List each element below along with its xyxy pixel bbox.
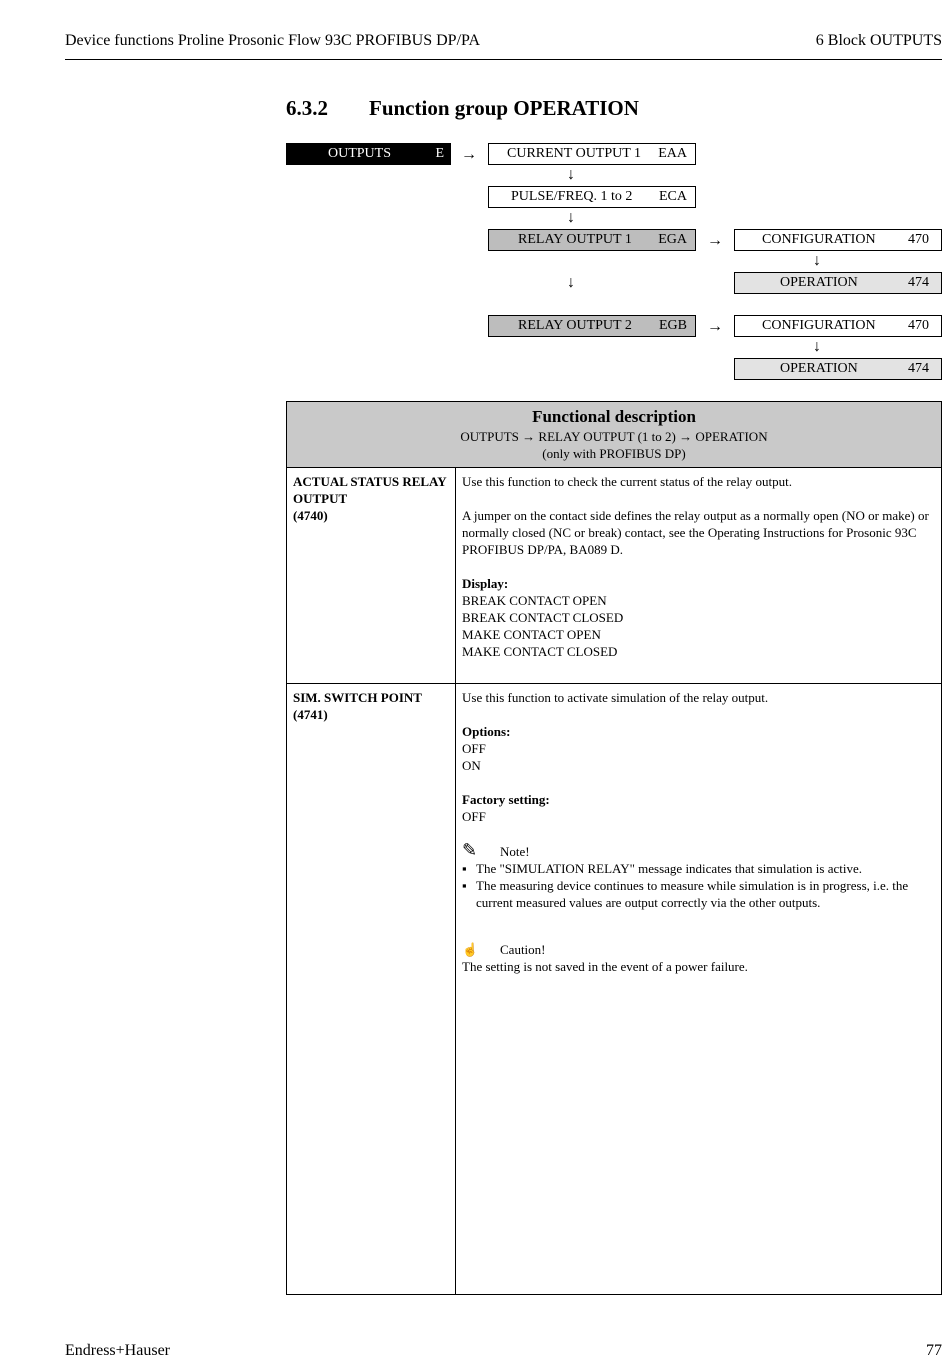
section-title: Function group OPERATION xyxy=(369,96,639,120)
functional-description-table xyxy=(286,401,942,1295)
function-label: CONFIGURATION xyxy=(762,232,876,247)
table-row xyxy=(287,468,942,684)
function-name: OUTPUT xyxy=(293,491,348,506)
group-label: RELAY OUTPUT 2 xyxy=(518,318,632,333)
arrow-down: ↓ xyxy=(567,166,575,183)
option-value: OFF xyxy=(462,741,486,756)
caution-text: The setting is not saved in the event of a power failure. xyxy=(462,959,748,974)
function-operation xyxy=(734,358,942,380)
header-rule xyxy=(65,59,942,60)
table-note: (only with PROFIBUS DP) xyxy=(542,446,686,461)
table-path: OUTPUTS → RELAY OUTPUT (1 to 2) → OPERATION xyxy=(460,429,768,444)
table-row xyxy=(287,684,942,1295)
display-label: Display: xyxy=(462,576,509,591)
function-code: 470 xyxy=(908,232,929,247)
function-configuration xyxy=(734,229,942,251)
footer-company: Endress+Hauser xyxy=(65,1342,170,1359)
page-number: 77 xyxy=(926,1342,942,1359)
caution-label: Caution! xyxy=(500,942,546,957)
arrow-right: → xyxy=(707,232,723,249)
table-title: Functional description xyxy=(532,407,696,426)
note-bullet: ▪ The measuring device continues to measure while simulation is in progress, i.e. the current measured values are output correctly via the other outputs. xyxy=(462,877,935,911)
note-bullet: ▪ The "SIMULATION RELAY" message indicates that simulation is active. xyxy=(462,860,935,877)
group-code: EAA xyxy=(658,146,687,161)
factory-setting-label: Factory setting: xyxy=(462,792,550,807)
display-value: MAKE CONTACT CLOSED xyxy=(462,644,618,659)
function-code: 470 xyxy=(908,318,929,333)
group-relay-output-2 xyxy=(488,315,696,337)
function-label: OPERATION xyxy=(780,361,858,376)
factory-setting-value: OFF xyxy=(462,809,486,824)
function-operation xyxy=(734,272,942,294)
function-code: 474 xyxy=(908,361,929,376)
description-text: Use this function to activate simulation of the relay output. xyxy=(462,690,769,705)
arrow-right: → xyxy=(707,318,723,335)
function-configuration xyxy=(734,315,942,337)
running-header-left: Device functions Proline Prosonic Flow 93C PROFIBUS DP/PA xyxy=(65,32,480,49)
block-code: E xyxy=(435,146,444,161)
function-name: ACTUAL STATUS RELAY xyxy=(293,474,447,489)
description-text: Use this function to check the current status of the relay output. xyxy=(462,474,792,489)
group-label: RELAY OUTPUT 1 xyxy=(518,232,632,247)
function-label: CONFIGURATION xyxy=(762,318,876,333)
group-current-output-1 xyxy=(488,143,696,165)
function-name-cell xyxy=(287,684,456,1295)
group-label: CURRENT OUTPUT 1 xyxy=(507,146,642,161)
arrow-down: ↓ xyxy=(567,274,575,291)
function-name-cell xyxy=(287,468,456,684)
option-value: ON xyxy=(462,758,481,773)
caution-hand-icon: ☝ xyxy=(462,942,479,957)
arrow-right: → xyxy=(461,146,477,163)
function-name: SIM. SWITCH POINT xyxy=(293,690,422,705)
display-value: BREAK CONTACT CLOSED xyxy=(462,610,624,625)
function-code: 474 xyxy=(908,275,929,290)
display-value: BREAK CONTACT OPEN xyxy=(462,593,607,608)
note-label: Note! xyxy=(500,844,530,859)
function-label: OPERATION xyxy=(780,275,858,290)
pencil-icon: ✎ xyxy=(462,840,478,860)
section-number: 6.3.2 xyxy=(286,96,328,120)
options-label: Options: xyxy=(462,724,511,739)
arrow-down: ↓ xyxy=(813,252,821,269)
table-header xyxy=(287,402,942,468)
group-code: EGA xyxy=(658,232,687,247)
description-text: A jumper on the contact side defines the relay output as a normally open (NO or make) or normally closed (NC or break) contact, see the Operating Instructions for Prosonic 93C PROFIBUS DP/PA, BA089 D. xyxy=(462,508,929,557)
arrow-down: ↓ xyxy=(567,209,575,226)
running-header-right: 6 Block OUTPUTS xyxy=(815,32,942,49)
display-value: MAKE CONTACT OPEN xyxy=(462,627,601,642)
caution-heading xyxy=(462,941,935,958)
group-code: ECA xyxy=(659,189,687,204)
function-code: (4741) xyxy=(293,707,328,722)
group-pulse-freq xyxy=(488,186,696,208)
arrow-down: ↓ xyxy=(813,338,821,355)
description-cell xyxy=(456,468,942,684)
group-relay-output-1 xyxy=(488,229,696,251)
note-heading xyxy=(462,842,935,860)
block-outputs xyxy=(286,143,451,165)
block-label: OUTPUTS xyxy=(328,146,392,161)
group-label: PULSE/FREQ. 1 to 2 xyxy=(511,189,633,204)
function-code: (4740) xyxy=(293,508,328,523)
description-cell xyxy=(456,684,942,1295)
group-code: EGB xyxy=(659,318,687,333)
